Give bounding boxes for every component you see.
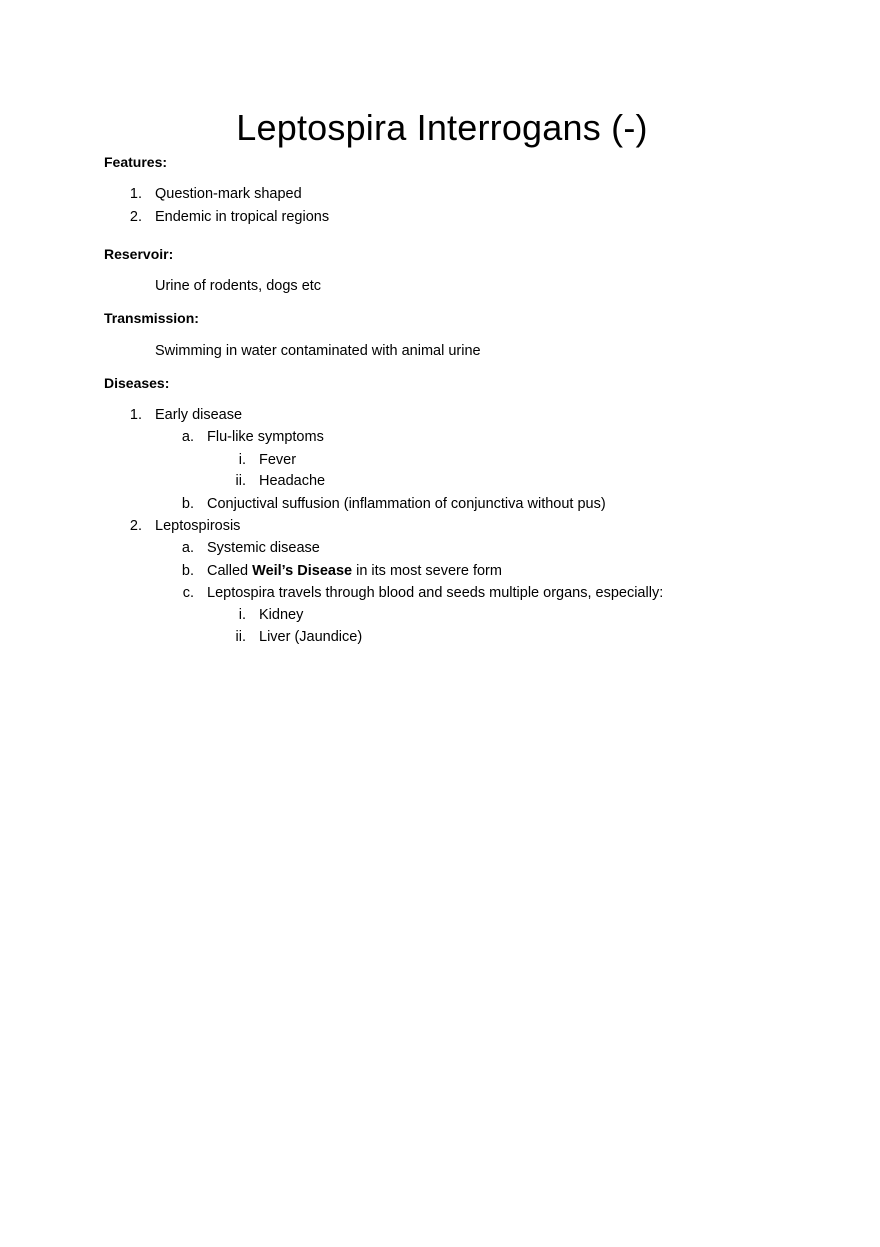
diseases-item-1a-marker: a. — [181, 429, 194, 445]
transmission-heading: Transmission: — [104, 310, 199, 326]
diseases-item-2c-ii-marker: ii. — [235, 629, 246, 645]
diseases-item-2-marker: 2. — [129, 518, 142, 534]
weils-disease-term: Weil’s Disease — [252, 563, 353, 579]
diseases-item-1a-ii: Headache — [259, 473, 326, 489]
diseases-item-2b-text-after: in its most severe form — [352, 563, 502, 579]
diseases-item-2a-marker: a. — [181, 540, 194, 556]
diseases-item-1: Early disease — [155, 407, 243, 423]
diseases-item-1a-ii-marker: ii. — [235, 473, 246, 489]
diseases-item-2a: Systemic disease — [207, 540, 320, 556]
features-item-2-marker: 2. — [129, 209, 142, 225]
reservoir-text: Urine of rodents, dogs etc — [155, 278, 322, 294]
diseases-item-1b-marker: b. — [181, 496, 194, 512]
features-item-1: Question-mark shaped — [155, 186, 302, 202]
diseases-item-2c-i: Kidney — [259, 607, 304, 623]
diseases-item-2c-ii: Liver (Jaundice) — [259, 629, 363, 645]
diseases-item-1a-i-marker: i. — [238, 452, 246, 468]
transmission-text: Swimming in water contaminated with animal urine — [155, 343, 481, 359]
diseases-item-2: Leptospirosis — [155, 518, 241, 534]
diseases-heading: Diseases: — [104, 375, 170, 391]
diseases-item-2c-marker: c. — [182, 585, 194, 601]
diseases-item-2b — [207, 561, 502, 581]
features-item-2: Endemic in tropical regions — [155, 209, 330, 225]
diseases-item-1b: Conjuctival suffusion (inflammation of conjunctiva without pus) — [207, 496, 606, 512]
diseases-item-1-marker: 1. — [129, 407, 142, 423]
diseases-item-1a: Flu-like symptoms — [207, 429, 324, 445]
document-title: Leptospira Interrogans (-) — [236, 107, 648, 148]
features-item-1-marker: 1. — [129, 186, 142, 202]
features-heading: Features: — [104, 154, 168, 170]
diseases-item-2b-text-before: Called — [207, 563, 253, 579]
diseases-item-2b-marker: b. — [181, 563, 194, 579]
diseases-item-1a-i: Fever — [259, 452, 297, 468]
diseases-item-2c-i-marker: i. — [238, 607, 246, 623]
reservoir-heading: Reservoir: — [104, 246, 174, 262]
diseases-item-2c: Leptospira travels through blood and seeds multiple organs, especially: — [207, 585, 664, 601]
